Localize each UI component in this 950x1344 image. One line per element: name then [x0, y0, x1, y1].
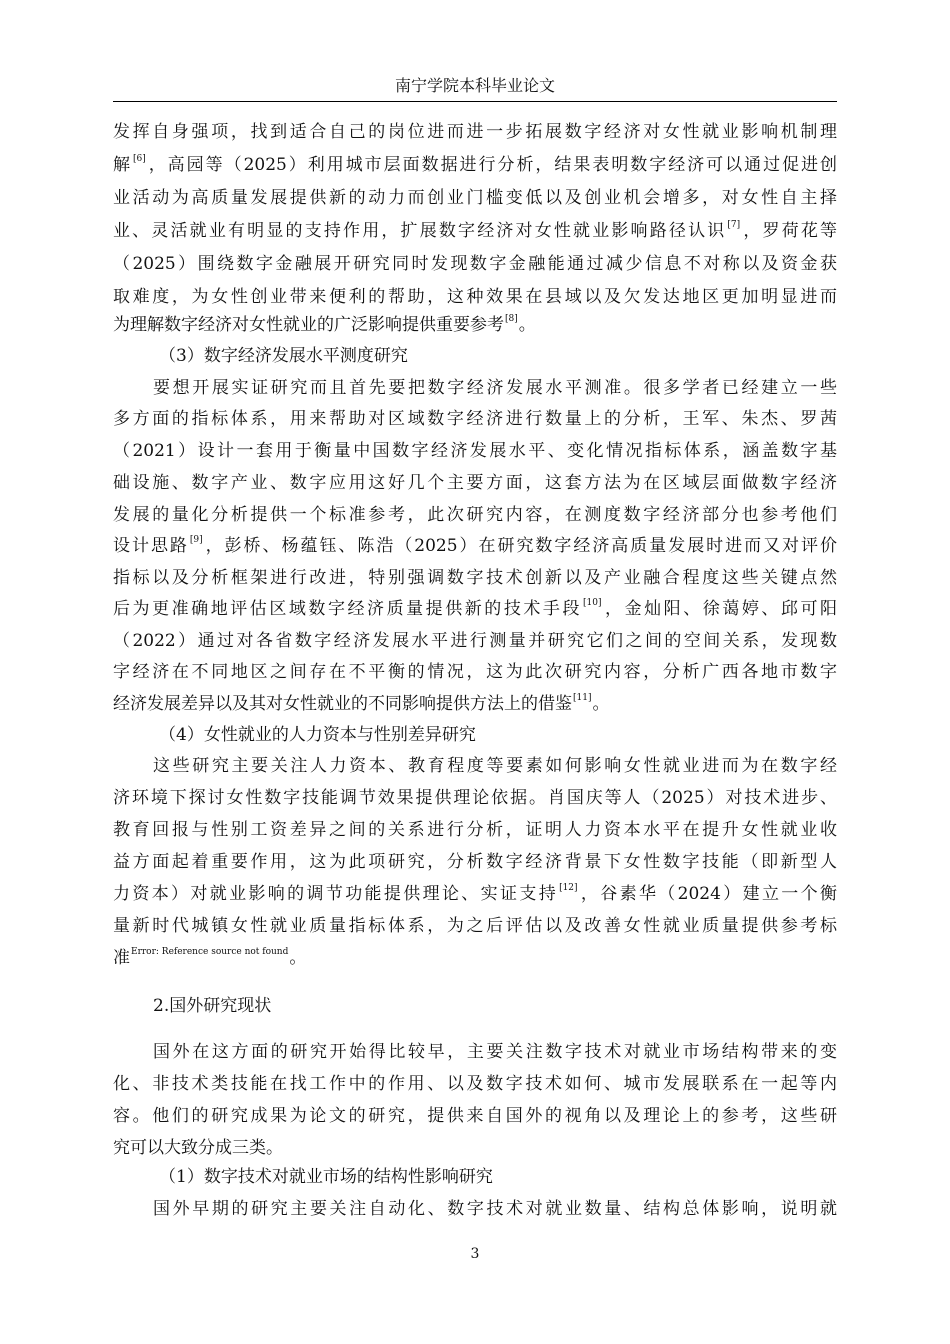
text-segment: 字经济在不同地区之间存在不平衡的情况，这为此次研究内容，分析广西各地市数字 — [113, 662, 837, 682]
reference-error: Error: Reference source not found — [131, 947, 289, 957]
text-line — [113, 531, 837, 561]
citation-marker[interactable]: [9] — [189, 535, 203, 545]
subheading — [159, 341, 843, 371]
text-line — [113, 249, 837, 279]
citation-marker[interactable]: [7] — [727, 220, 741, 230]
text-line — [113, 117, 837, 147]
text-line — [153, 751, 837, 781]
text-segment: 容。他们的研究成果为论文的研究，提供来自国外的视角以及理论上的参考，这些研 — [113, 1106, 837, 1126]
text-segment: 发展的量化分析提供一个标准参考，此次研究内容，在测度数字经济部分也参考他们 — [113, 505, 837, 525]
text-segment: 国外早期的研究主要关注自动化、数字技术对就业数量、结构总体影响，说明就 — [153, 1199, 837, 1219]
text-segment: ，谷素华（2024）建立一个衡 — [578, 884, 838, 904]
text-line — [153, 373, 837, 403]
text-segment: 解 — [113, 155, 132, 175]
text-segment: （2025）围绕数字金融展开研究同时发现数字金融能通过减少信息不对称以及资金获 — [113, 254, 837, 274]
text-line — [113, 282, 837, 312]
text-segment: 教育回报与性别工资差异之间的关系进行分析，证明人力资本水平在提升女性就业收 — [113, 820, 837, 840]
text-line — [113, 468, 837, 498]
text-line — [153, 1194, 837, 1224]
text-line — [113, 563, 837, 593]
text-segment: 。 — [518, 315, 536, 335]
text-segment: ，罗荷花等 — [741, 221, 838, 241]
text-segment: （3）数字经济发展水平测度研究 — [159, 346, 408, 366]
text-segment: 准 — [113, 948, 130, 968]
text-segment: 国外在这方面的研究开始得比较早，主要关注数字技术对就业市场结构带来的变 — [153, 1042, 837, 1062]
text-segment: （1）数字技术对就业市场的结构性影响研究 — [159, 1167, 493, 1187]
text-line — [113, 657, 837, 687]
text-segment: 化、非技术类技能在找工作中的作用、以及数字技术如何、城市发展联系在一起等内 — [113, 1074, 837, 1094]
text-segment: （2021）设计一套用于衡量中国数字经济发展水平、变化情况指标体系，涵盖数字基 — [113, 441, 837, 461]
text-line — [113, 1101, 837, 1131]
text-segment: 要想开展实证研究而且首先要把数字经济发展水平测准。很多学者已经建立一些 — [153, 378, 837, 398]
text-line — [113, 815, 837, 845]
subheading — [159, 1162, 843, 1192]
text-segment: 济环境下探讨女性数字技能调节效果提供理论依据。肖国庆等人（2025）对技术进步、 — [113, 788, 837, 808]
text-line — [113, 183, 837, 213]
text-segment: 益方面起着重要作用，这为此项研究，分析数字经济背景下女性数字技能（即新型人 — [113, 852, 837, 872]
text-line — [113, 879, 837, 909]
text-line — [153, 1037, 837, 1067]
citation-marker[interactable]: [8] — [505, 314, 518, 324]
citation-marker[interactable]: [11] — [573, 693, 592, 703]
text-segment: 究可以大致分成三类。 — [113, 1138, 283, 1158]
text-segment: （4）女性就业的人力资本与性别差异研究 — [159, 725, 476, 745]
running-header: 南宁学院本科毕业论文 — [394, 76, 555, 95]
text-segment: 为理解数字经济对女性就业的广泛影响提供重要参考 — [113, 315, 504, 335]
header-rule — [113, 101, 837, 102]
text-line — [113, 943, 837, 973]
citation-marker[interactable]: [12] — [559, 883, 578, 893]
text-segment: ，彭桥、杨蕴钰、陈浩（2025）在研究数字经济高质量发展时进而又对评价 — [203, 536, 838, 556]
text-line — [113, 783, 837, 813]
text-line — [113, 626, 837, 656]
text-line — [113, 594, 837, 624]
section-heading — [153, 991, 837, 1021]
text-segment: 这些研究主要关注人力资本、教育程度等要素如何影响女性就业进而为在数字经 — [153, 756, 837, 776]
text-line — [113, 500, 837, 530]
text-line — [113, 689, 837, 719]
text-segment: 2.国外研究现状 — [153, 996, 272, 1016]
text-segment: ，金灿阳、徐蔼婷、邱可阳 — [602, 599, 838, 619]
text-segment: ，高园等（2025）利用城市层面数据进行分析，结果表明数字经济可以通过促进创 — [146, 155, 838, 175]
text-segment: 设计思路 — [113, 536, 189, 556]
text-segment: 业、灵活就业有明显的支持作用，扩展数字经济对女性就业影响路径认识 — [113, 221, 727, 241]
subheading — [159, 720, 843, 750]
citation-marker[interactable]: [10] — [583, 598, 602, 608]
text-line — [113, 404, 837, 434]
text-segment: 础设施、数字产业、数字应用这好几个主要方面，这套方法为在区域层面做数字经济 — [113, 473, 837, 493]
text-segment: 力资本）对就业影响的调节功能提供理论、实证支持 — [113, 884, 559, 904]
text-segment: 量新时代城镇女性就业质量指标体系，为之后评估以及改善女性就业质量提供参考标 — [113, 916, 837, 936]
text-line — [113, 310, 837, 340]
text-line — [113, 911, 837, 941]
text-segment: 多方面的指标体系，用来帮助对区域数字经济进行数量上的分析，王军、朱杰、罗茜 — [113, 409, 837, 429]
text-segment: （2022）通过对各省数字经济发展水平进行测量并研究它们之间的空间关系，发现数 — [113, 631, 837, 651]
text-line — [113, 150, 837, 180]
text-line — [113, 1069, 837, 1099]
page-number: 3 — [470, 1246, 480, 1262]
text-line — [113, 436, 837, 466]
text-segment: 经济发展差异以及其对女性就业的不同影响提供方法上的借鉴 — [113, 694, 572, 714]
text-segment: 业活动为高质量发展提供新的动力而创业门槛变低以及创业机会增多，对女性自主择 — [113, 188, 837, 208]
text-segment: 。 — [592, 694, 610, 714]
text-segment: 后为更准确地评估区域数字经济质量提供新的技术手段 — [113, 599, 583, 619]
text-segment: 。 — [289, 948, 307, 968]
text-segment: 取难度，为女性创业带来便利的帮助，这种效果在县域以及欠发达地区更加明显进而 — [113, 287, 837, 307]
text-line — [113, 1133, 837, 1163]
text-line — [113, 216, 837, 246]
text-segment: 发挥自身强项，找到适合自己的岗位进而进一步拓展数字经济对女性就业影响机制理 — [113, 122, 837, 142]
text-segment: 指标以及分析框架进行改进，特别强调数字技术创新以及产业融合程度这些关键点然 — [113, 568, 837, 588]
citation-marker[interactable]: [6] — [132, 154, 146, 164]
text-line — [113, 847, 837, 877]
